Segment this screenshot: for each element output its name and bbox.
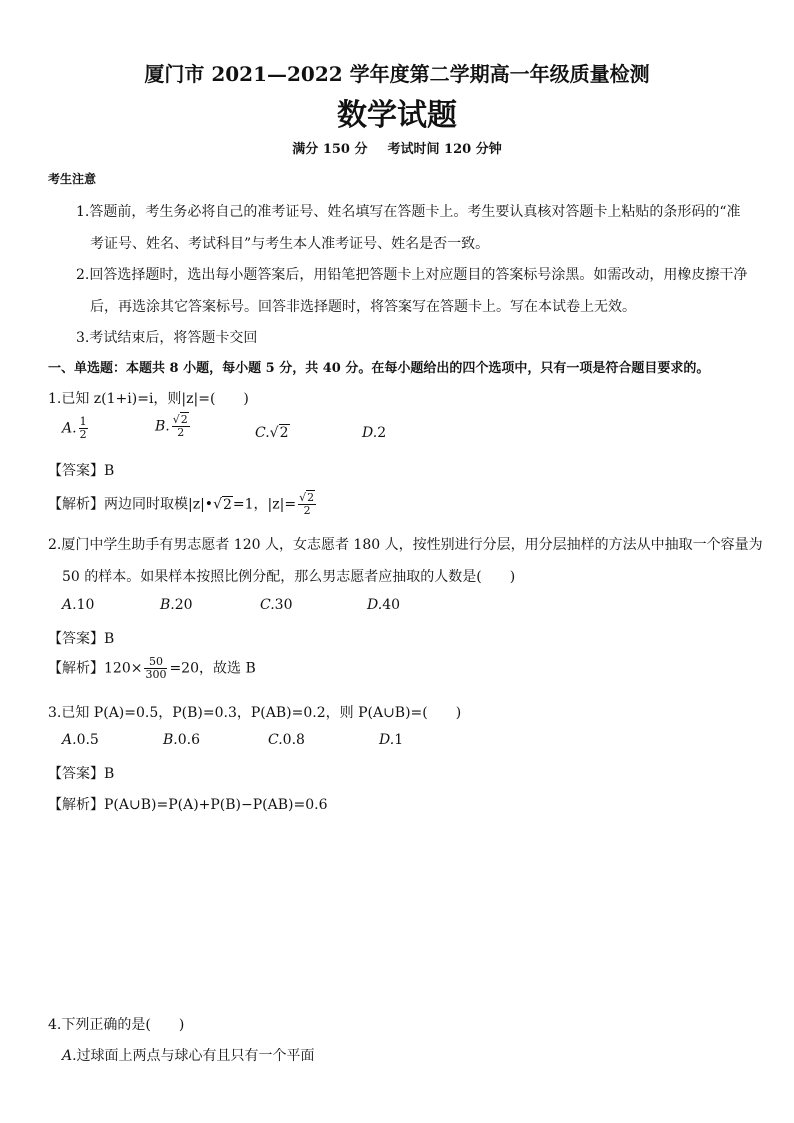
option-label: A. [62, 597, 77, 613]
option-label: B. [163, 732, 178, 748]
question-3-option-a: A.0.5 [62, 732, 99, 748]
question-1-option-c: C.√2 [255, 425, 289, 441]
option-label: C. [268, 732, 283, 748]
question-2-option-d: D.40 [367, 597, 401, 613]
question-3-option-b: B.0.6 [163, 732, 201, 748]
notice-heading: 考生注意 [48, 172, 97, 186]
question-2-stem-line-2: 50 的样本。如果样本按照比例分配，那么男志愿者应抽取的人数是( ) [62, 569, 516, 585]
question-2-option-c: C.30 [260, 597, 293, 613]
answer-label: 【答案】 [48, 766, 104, 782]
answer-value: B [104, 463, 115, 479]
answer-label: 【答案】 [48, 631, 104, 647]
question-3-answer [48, 763, 114, 783]
question-1-option-d: D.2 [362, 425, 387, 441]
notice-item-1-line-1: 1.答题前，考生务必将自己的准考证号、姓名填写在答题卡上。考生要认真核对答题卡上粘贴的条形码的“准 [76, 204, 741, 220]
question-4-option-a: A.过球面上两点与球心有且只有一个平面 [62, 1048, 315, 1064]
question-2-answer [48, 628, 114, 648]
explanation-label: 【解析】 [48, 496, 104, 513]
full-score: 满分 150 分 [292, 142, 368, 157]
answer-value: B [104, 631, 115, 647]
option-label: D. [379, 732, 395, 748]
answer-label: 【答案】 [48, 463, 104, 479]
question-2-option-b: B.20 [160, 597, 193, 613]
explanation-label: 【解析】 [48, 797, 104, 813]
page-title: 厦门市 2021—2022 学年度第二学期高一年级质量检测 [144, 62, 650, 86]
exam-time: 考试时间 120 分钟 [387, 142, 502, 157]
notice-item-1-line-2: 考证号、姓名、考试科目”与考生本人准考证号、姓名是否一致。 [90, 236, 490, 252]
question-1-option-a [62, 416, 90, 441]
option-label: A. [62, 1048, 77, 1064]
fraction: $\frac{1}{2}$ [79, 415, 87, 442]
subject-title: 数学试题 [337, 98, 457, 133]
question-1-stem: 1.已知 z(1+i)=i，则|z|=( ) [48, 391, 249, 407]
question-3-option-d: D.1 [379, 732, 404, 748]
option-label: C. [255, 425, 270, 441]
question-4-stem: 4.下列正确的是( ) [48, 1017, 185, 1033]
option-label: B. [155, 418, 170, 435]
question-2-option-a: A.10 [62, 597, 95, 613]
fraction: $\frac{50}{300}$ [145, 655, 167, 682]
question-2-explanation: 【解析】120× $\frac{50}{300}$ =20，故选 B [48, 655, 256, 682]
question-1-explanation: 【解析】两边同时取模|z|•√2=1，|z|= $\frac{√2}{2}$ [48, 491, 315, 518]
section-1-heading: 一、单选题：本题共 8 小题，每小题 5 分，共 40 分。在每小题给出的四个选项中，只有一项是符合题目要求的。 [48, 361, 710, 376]
answer-value: B [104, 766, 115, 782]
option-label: A. [62, 732, 77, 748]
notice-item-3: 3.考试结束后，将答题卡交回 [76, 330, 258, 346]
question-2-stem-line-1: 2.厦门中学生助手有男志愿者 120 人，女志愿者 180 人，按性别进行分层，用分层抽样的方法从中抽取一个容量为 [48, 537, 763, 553]
option-label: D. [362, 425, 378, 441]
question-1-option-b [155, 414, 192, 439]
notice-item-2-line-1: 2.回答选择题时，选出每小题答案后，用铅笔把答题卡上对应题目的答案标号涂黑。如需改动，用橡皮擦干净 [76, 267, 748, 283]
option-label: B. [160, 597, 175, 613]
option-label: D. [367, 597, 383, 613]
explanation-label: 【解析】 [48, 660, 104, 677]
question-3-stem: 3.已知 P(A)=0.5，P(B)=0.3，P(AB)=0.2，则 P(A∪B)=( ) [48, 705, 462, 721]
option-label: C. [260, 597, 275, 613]
fraction: $\frac{√2}{2}$ [299, 491, 315, 518]
notice-item-2-line-2: 后，再选涂其它答案标号。回答非选择题时，将答案写在答题卡上。写在本试卷上无效。 [90, 299, 636, 315]
question-3-option-c: C.0.8 [268, 732, 305, 748]
question-3-explanation: 【解析】P(A∪B)=P(A)+P(B)−P(AB)=0.6 [48, 797, 328, 813]
score-info [0, 138, 794, 157]
fraction: $\frac{√2}{2}$ [172, 413, 188, 440]
option-label: A. [62, 420, 77, 437]
question-1-answer [48, 460, 114, 480]
